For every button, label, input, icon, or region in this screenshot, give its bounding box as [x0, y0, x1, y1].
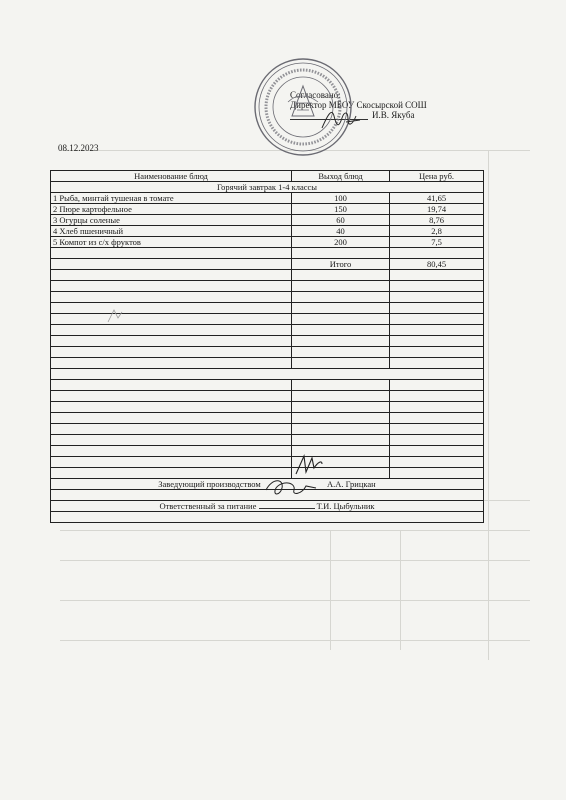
- pencil-mark-icon: [104, 306, 126, 326]
- dish-price: 8,76: [390, 215, 484, 226]
- empty-row: [51, 457, 484, 468]
- dish-output: 60: [292, 215, 390, 226]
- table-header-row: [51, 171, 484, 182]
- empty-row: [51, 248, 484, 259]
- menu-table: [50, 170, 484, 523]
- empty-row: [51, 435, 484, 446]
- signature-row-nutrition: [51, 501, 484, 512]
- bleed-through-line: [400, 530, 401, 650]
- dish-price: 2,8: [390, 226, 484, 237]
- total-label: Итого: [292, 259, 390, 270]
- table-row: [51, 204, 484, 215]
- empty-row: [51, 391, 484, 402]
- empty-row: [51, 270, 484, 281]
- dish-output: 150: [292, 204, 390, 215]
- dish-name: 5 Компот из с/х фруктов: [51, 237, 292, 248]
- empty-row: [51, 446, 484, 457]
- total-value: 80,45: [390, 259, 484, 270]
- empty-row: [51, 413, 484, 424]
- dish-price: 41,65: [390, 193, 484, 204]
- group-row: [51, 182, 484, 193]
- total-row: [51, 259, 484, 270]
- table-row: [51, 237, 484, 248]
- empty-row: [51, 292, 484, 303]
- dish-price: 7,5: [390, 237, 484, 248]
- empty-row: [51, 358, 484, 369]
- empty-row: [51, 424, 484, 435]
- dish-name: 4 Хлеб пшеничный: [51, 226, 292, 237]
- dish-name: 1 Рыба, минтай тушеная в томате: [51, 193, 292, 204]
- empty-row: [51, 369, 484, 380]
- empty-row: [51, 325, 484, 336]
- dish-price: 19,74: [390, 204, 484, 215]
- header-price: Цена руб.: [390, 171, 484, 182]
- approval-director-name: И.В. Якуба: [372, 110, 415, 120]
- bleed-through-line: [330, 530, 331, 650]
- approval-agreed: Согласовано:: [290, 90, 341, 100]
- bleed-through-line: [488, 150, 489, 660]
- dish-output: 40: [292, 226, 390, 237]
- empty-row: [51, 281, 484, 292]
- nutrition-label: Ответственный за питание: [159, 501, 257, 511]
- dish-output: 200: [292, 237, 390, 248]
- group-title: Горячий завтрак 1-4 классы: [51, 182, 484, 193]
- nutrition-name: Т.И. Цыбульник: [316, 501, 375, 511]
- director-signature-icon: [318, 104, 368, 136]
- empty-row: [51, 347, 484, 358]
- dish-name: 2 Пюре картофельное: [51, 204, 292, 215]
- dish-name: 3 Огурцы соленые: [51, 215, 292, 226]
- nutrition-signature-icon: [262, 476, 320, 500]
- table-row: [51, 215, 484, 226]
- empty-row: [51, 402, 484, 413]
- empty-row: [51, 380, 484, 391]
- bleed-through-line: [60, 560, 530, 561]
- production-head-label: Заведующий производством: [158, 479, 261, 489]
- header-output: Выход блюд: [292, 171, 390, 182]
- bleed-through-line: [60, 600, 530, 601]
- document-date: 08.12.2023: [58, 143, 99, 153]
- dish-output: 100: [292, 193, 390, 204]
- empty-row: [51, 512, 484, 523]
- signature-line: [259, 508, 315, 509]
- empty-row: [51, 336, 484, 347]
- bleed-through-line: [60, 530, 530, 531]
- table-row: [51, 226, 484, 237]
- header-dish-name: Наименование блюд: [51, 171, 292, 182]
- approval-director-title: Директор МБОУ Скосырской СОШ: [290, 100, 427, 110]
- production-head-name: А.А. Грицкан: [327, 479, 376, 489]
- table-row: [51, 193, 484, 204]
- bleed-through-line: [60, 640, 530, 641]
